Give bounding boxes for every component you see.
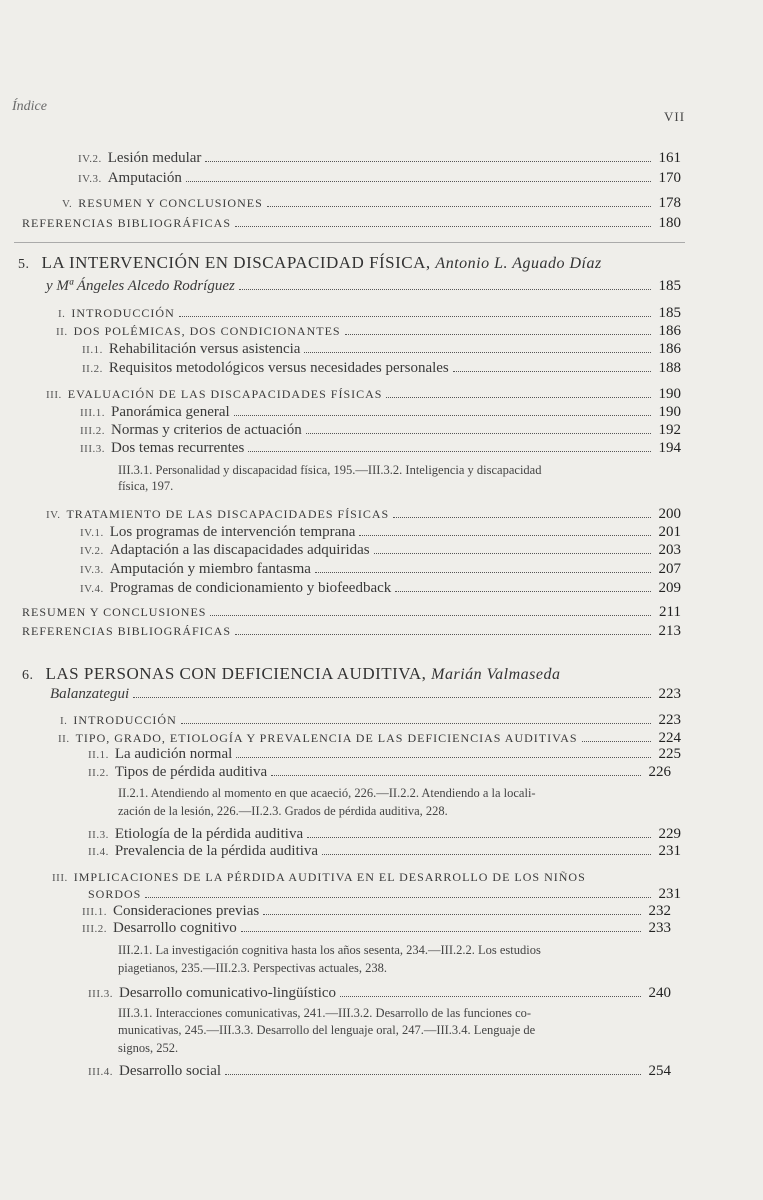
- leader-dots: [267, 206, 651, 207]
- leader-dots: [236, 757, 651, 758]
- leader-dots: [322, 854, 651, 855]
- toc-entry: III.1. Panorámica general 190: [80, 404, 681, 420]
- leader-dots: [235, 634, 651, 635]
- toc-entry: I. INTRODUCCIÓN 185: [58, 305, 681, 321]
- toc-entry: II.4. Prevalencia de la pérdida auditiva 231: [88, 843, 681, 859]
- subentry-note-line: III.2.1. La investigación cognitiva hasta los años sesenta, 234.—III.2.2. Los estudios: [118, 943, 541, 957]
- leader-dots: [306, 433, 651, 434]
- leader-dots: [133, 697, 651, 698]
- leader-dots: [210, 615, 651, 616]
- toc-entry: III.1. Consideraciones previas 232: [82, 903, 671, 919]
- divider: [14, 242, 685, 243]
- chapter-heading: 6. LAS PERSONAS CON DEFICIENCIA AUDITIVA, Marián Valmaseda: [22, 664, 561, 683]
- leader-dots: [307, 837, 651, 838]
- leader-dots: [345, 334, 651, 335]
- toc-entry: III.3. Desarrollo comunicativo-lingüístico 240: [88, 985, 671, 1001]
- subentry-note-line: signos, 252.: [118, 1041, 179, 1055]
- leader-dots: [181, 723, 651, 724]
- chapter-heading-author-line: Balanzategui 223: [50, 686, 681, 702]
- leader-dots: [374, 553, 651, 554]
- leader-dots: [234, 415, 651, 416]
- leader-dots: [179, 316, 651, 317]
- toc-entry: III.4. Desarrollo social 254: [88, 1063, 671, 1079]
- toc-entry: I. INTRODUCCIÓN 223: [60, 712, 681, 728]
- leader-dots: [393, 517, 651, 518]
- leader-dots: [225, 1074, 641, 1075]
- toc-entry: II. DOS POLÉMICAS, DOS CONDICIONANTES 186: [56, 323, 681, 339]
- toc-entry: REFERENCIAS BIBLIOGRÁFICAS 213: [22, 623, 681, 639]
- leader-dots: [205, 161, 651, 162]
- toc-entry: II.1. La audición normal 225: [88, 746, 681, 762]
- toc-entry: IV.4. Programas de condicionamiento y biofeedback 209: [80, 580, 681, 596]
- leader-dots: [386, 397, 651, 398]
- leader-dots: [271, 775, 641, 776]
- leader-dots: [453, 371, 651, 372]
- leader-dots: [315, 572, 651, 573]
- subentry-note-line: zación de la lesión, 226.—II.2.3. Grados de pérdida auditiva, 228.: [118, 804, 448, 818]
- page-number: VII: [664, 109, 686, 124]
- leader-dots: [239, 289, 651, 290]
- subentry-note-line: piagetianos, 235.—III.2.3. Perspectivas actuales, 238.: [118, 961, 388, 975]
- leader-dots: [248, 451, 651, 452]
- leader-dots: [359, 535, 651, 536]
- running-header: Índice: [12, 99, 47, 114]
- toc-entry: II. TIPO, GRADO, ETIOLOGÍA Y PREVALENCIA DE LAS DEFICIENCIAS AUDITIVAS 224: [58, 730, 681, 746]
- toc-entry: V. RESUMEN Y CONCLUSIONES 178: [62, 195, 681, 211]
- leader-dots: [582, 741, 651, 742]
- toc-entry: IV.1. Los programas de intervención temprana 201: [80, 524, 681, 540]
- leader-dots: [145, 897, 651, 898]
- leader-dots: [340, 996, 641, 997]
- toc-entry: II.2. Requisitos metodológicos versus necesidades personales 188: [82, 360, 681, 376]
- subentry-note-line: III.3.1. Personalidad y discapacidad física, 195.—III.3.2. Inteligencia y discapacidad: [118, 463, 542, 477]
- toc-entry: SORDOS 231: [88, 886, 681, 902]
- leader-dots: [241, 931, 641, 932]
- subentry-note-line: II.2.1. Atendiendo al momento en que acaeció, 226.—II.2.2. Atendiendo a la locali-: [118, 786, 536, 800]
- leader-dots: [304, 352, 651, 353]
- toc-entry: II.2. Tipos de pérdida auditiva 226: [88, 764, 671, 780]
- toc-entry: II.1. Rehabilitación versus asistencia 186: [82, 341, 681, 357]
- toc-entry: III.3. Dos temas recurrentes 194: [80, 440, 681, 456]
- toc-entry: IV.2. Adaptación a las discapacidades adquiridas 203: [80, 542, 681, 558]
- toc-entry: IV. TRATAMIENTO DE LAS DISCAPACIDADES FÍSICAS 200: [46, 506, 681, 522]
- toc-entry: III.2. Normas y criterios de actuación 192: [80, 422, 681, 438]
- toc-entry: IV.3. Amputación 170: [78, 170, 681, 186]
- toc-entry: RESUMEN Y CONCLUSIONES 211: [22, 604, 681, 620]
- chapter-heading-author-line: y Mª Ángeles Alcedo Rodríguez 185: [46, 278, 681, 294]
- leader-dots: [235, 226, 651, 227]
- subentry-note-line: física, 197.: [118, 479, 174, 493]
- toc-entry: IV.2. Lesión medular 161: [78, 150, 681, 166]
- toc-entry: REFERENCIAS BIBLIOGRÁFICAS 180: [22, 215, 681, 231]
- toc-entry: III. EVALUACIÓN DE LAS DISCAPACIDADES FÍSICAS 190: [46, 386, 681, 402]
- toc-entry: IV.3. Amputación y miembro fantasma 207: [80, 561, 681, 577]
- toc-entry: III. IMPLICACIONES DE LA PÉRDIDA AUDITIVA EN EL DESARROLLO DE LOS NIÑOS: [52, 870, 586, 884]
- subentry-note-line: III.3.1. Interacciones comunicativas, 241.—III.3.2. Desarrollo de las funciones co-: [118, 1006, 532, 1020]
- subentry-note-line: municativas, 245.—III.3.3. Desarrollo del lenguaje oral, 247.—III.3.4. Lenguaje de: [118, 1023, 536, 1037]
- toc-entry: II.3. Etiología de la pérdida auditiva 229: [88, 826, 681, 842]
- toc-entry: III.2. Desarrollo cognitivo 233: [82, 920, 671, 936]
- leader-dots: [395, 591, 651, 592]
- chapter-heading: 5. LA INTERVENCIÓN EN DISCAPACIDAD FÍSICA, Antonio L. Aguado Díaz: [18, 253, 602, 272]
- leader-dots: [186, 181, 651, 182]
- leader-dots: [263, 914, 641, 915]
